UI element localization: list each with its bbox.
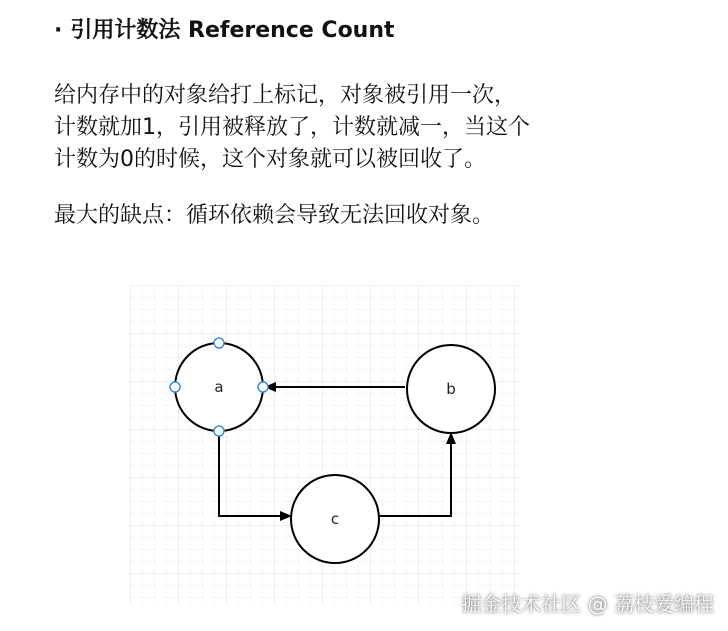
description-paragraph [54, 80, 694, 176]
node-b-label: b [446, 380, 456, 398]
heading-text: 引用计数法 Reference Count [70, 18, 395, 43]
drawback-line: 最大的缺点：循环依赖会导致无法回收对象。 [54, 203, 495, 228]
node-a-label: a [214, 378, 224, 396]
selection-handle-right[interactable] [258, 382, 268, 392]
description-line: 计数为0的时候，这个对象就可以被回收了。 [54, 147, 486, 172]
diagram-canvas [130, 285, 520, 605]
drawback-paragraph [54, 200, 694, 232]
node-b[interactable] [407, 345, 495, 433]
watermark: 掘金技术社区 @ 荔枝爱编程 [461, 592, 714, 616]
description-line: 给内存中的对象给打上标记，对象被引用一次， [54, 83, 517, 108]
section-heading [54, 16, 395, 46]
node-c-label: c [330, 510, 340, 528]
selection-handle-bottom[interactable] [214, 426, 224, 436]
reference-cycle-diagram [130, 285, 520, 605]
description-line: 计数就加1，引用被释放了，计数就减一，当这个 [54, 115, 530, 140]
node-c[interactable] [291, 475, 379, 563]
heading-bullet: · [54, 18, 63, 43]
selection-handle-top[interactable] [214, 338, 224, 348]
selection-handle-left[interactable] [170, 382, 180, 392]
